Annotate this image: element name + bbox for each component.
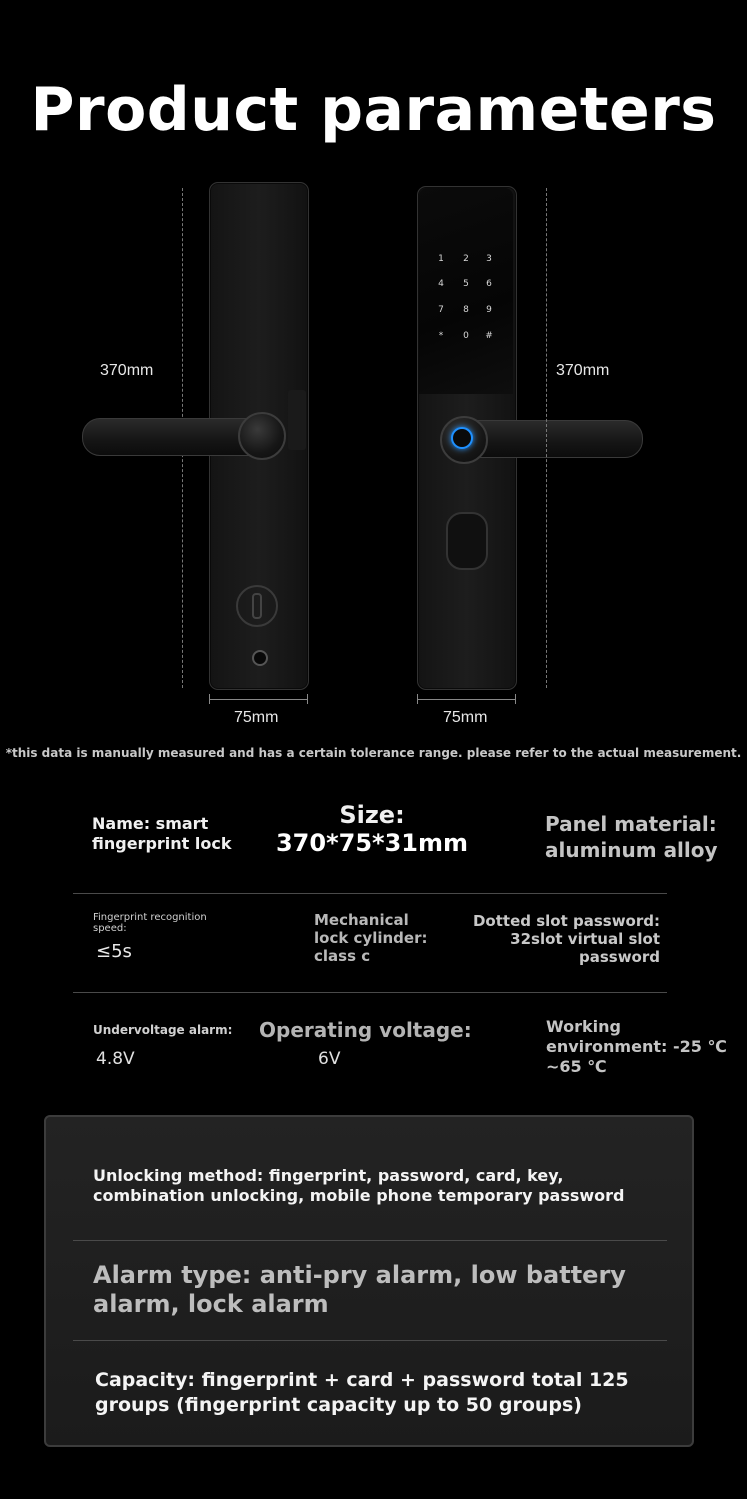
height-dimension-line-right xyxy=(546,188,547,688)
spec-panel-material: Panel material: aluminum alloy xyxy=(545,812,718,862)
product-illustration xyxy=(0,180,747,740)
spec-working-env: Working environment: -25 ℃ ~65 ℃ xyxy=(546,1017,727,1076)
keypad-key[interactable]: 7 xyxy=(438,305,444,315)
height-label-left: 370mm xyxy=(100,362,154,379)
width-dimension-line-left xyxy=(209,699,308,700)
keypad-key[interactable]: 1 xyxy=(438,254,444,264)
card-reader-area[interactable] xyxy=(446,512,488,570)
keypad-key[interactable]: 4 xyxy=(438,279,444,289)
feature-alarm: Alarm type: anti-pry alarm, low battery alarm, lock alarm xyxy=(93,1261,626,1318)
keypad-key[interactable]: # xyxy=(485,331,493,341)
thumb-turn-icon xyxy=(236,585,278,627)
keypad-key[interactable]: 0 xyxy=(463,331,469,341)
spec-mechanical: Mechanical lock cylinder: class c xyxy=(314,911,428,965)
spec-name: Name: smart fingerprint lock xyxy=(92,814,232,853)
page-title: Product parameters xyxy=(30,75,717,145)
keypad-key[interactable]: 2 xyxy=(463,254,469,264)
spec-fp-speed-label: Fingerprint recognition speed: xyxy=(93,912,207,934)
divider xyxy=(73,893,667,894)
divider xyxy=(73,1340,667,1341)
width-label-left: 75mm xyxy=(234,709,279,726)
spec-fp-speed-value: ≤5s xyxy=(96,941,132,962)
spec-size-label: Size: xyxy=(339,801,405,829)
fingerprint-sensor-icon[interactable] xyxy=(451,427,473,449)
keypad-key[interactable]: 8 xyxy=(463,305,469,315)
keypad-key[interactable]: 5 xyxy=(463,279,469,289)
measurement-note: *this data is manually measured and has a certain tolerance range. please refer to the actual measurement. xyxy=(5,746,742,760)
spec-undervoltage-label: Undervoltage alarm: xyxy=(93,1023,233,1037)
feature-unlocking: Unlocking method: fingerprint, password, card, key, combination unlocking, mobile phone temporary password xyxy=(93,1166,625,1205)
spec-voltage-label: Operating voltage: xyxy=(259,1018,472,1042)
lock-back-ridge xyxy=(288,390,306,450)
keypad-key[interactable]: 9 xyxy=(486,305,492,315)
screw-hole-icon xyxy=(252,650,268,666)
divider xyxy=(73,1240,667,1241)
spec-size-value: 370*75*31mm xyxy=(275,829,468,857)
spec-undervoltage-value: 4.8V xyxy=(96,1049,135,1069)
spec-voltage-value: 6V xyxy=(318,1049,341,1069)
width-dimension-line-right xyxy=(417,699,516,700)
height-label-right: 370mm xyxy=(556,362,610,379)
divider xyxy=(73,992,667,993)
feature-capacity: Capacity: fingerprint + card + password total 125 groups (fingerprint capacity up to 50 groups) xyxy=(95,1369,629,1416)
keypad-key[interactable]: 6 xyxy=(486,279,492,289)
handle-knob-left xyxy=(238,412,286,460)
keypad-key[interactable]: 3 xyxy=(486,254,492,264)
keypad-key[interactable]: * xyxy=(438,331,444,341)
keypad xyxy=(432,252,502,352)
width-label-right: 75mm xyxy=(443,709,488,726)
spec-dotted-slot: Dotted slot password: 32slot virtual slot password xyxy=(472,912,660,966)
